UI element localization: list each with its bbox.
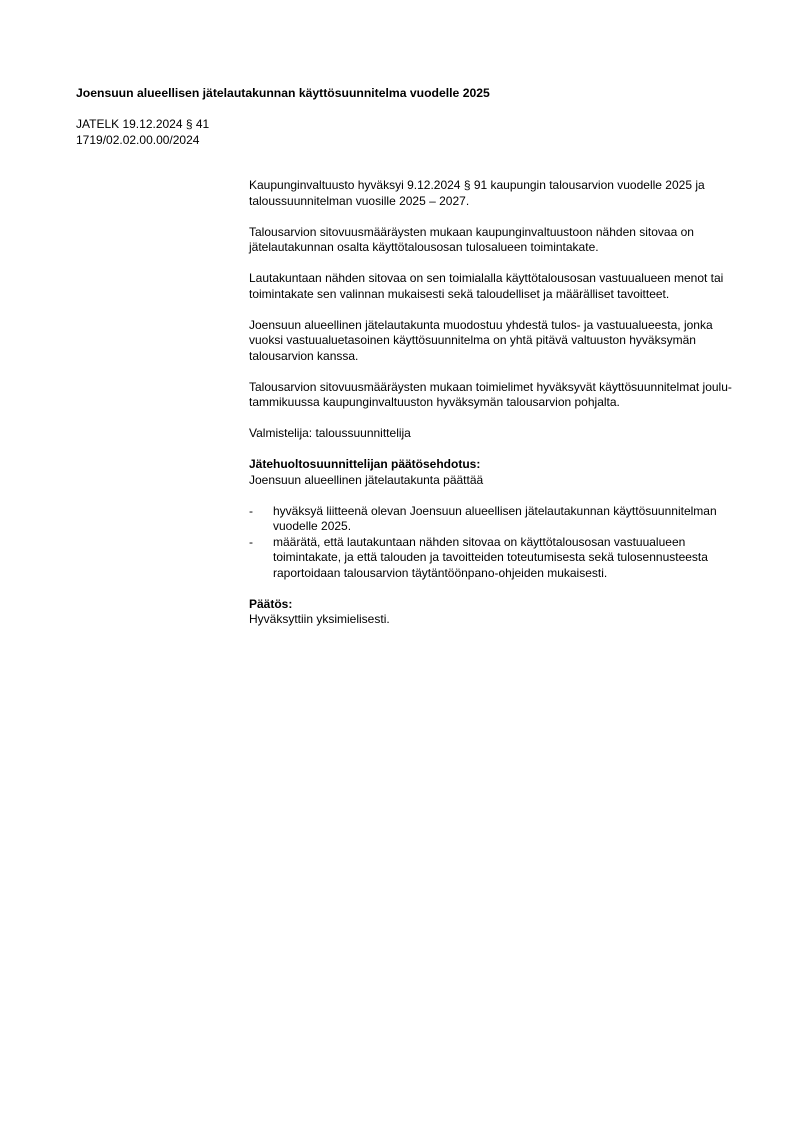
- list-item: [249, 504, 733, 535]
- list-dash: -: [249, 503, 253, 518]
- document-meta: [76, 117, 209, 148]
- proposal-intro: Joensuun alueellinen jätelautakunta päättää: [249, 472, 484, 487]
- document-title: Joensuun alueellisen jätelautakunnan käyttösuunnitelma vuodelle 2025: [76, 86, 490, 100]
- decision-heading: Päätös:: [249, 596, 293, 611]
- paragraph: Kaupunginvaltuusto hyväksyi 9.12.2024 § 91 kaupungin talousarvion vuodelle 2025 ja taloussuunnitelman vuosille 2025 – 2027.: [249, 178, 705, 208]
- proposal-heading: Jätehuoltosuunnittelijan päätösehdotus:: [249, 457, 481, 471]
- list-item-text: määrätä, että lautakuntaan nähden sitovaa on käyttötalousosan vastuualueen toimintakate, ja että talouden ja tavoitteiden toteutumisesta sekä tulosennusteesta raportoidaan talousarvion täytäntöönpano-ohjeiden mukaisesti.: [273, 534, 708, 580]
- list-item: [249, 535, 733, 582]
- paragraph: Talousarvion sitovuusmääräysten mukaan kaupunginvaltuustoon nähden sitovaa on jätelautakunnan osalta käyttötalousosan tulosalueen toimintakate.: [249, 224, 694, 254]
- document-body: [249, 178, 733, 628]
- meeting-reference: JATELK 19.12.2024 § 41: [76, 117, 210, 131]
- decision-text: Hyväksyttiin yksimielisesti.: [249, 612, 390, 626]
- list-dash: -: [249, 534, 253, 549]
- proposal-section: [249, 457, 733, 488]
- decision-section: [249, 597, 733, 628]
- paragraph: Lautakuntaan nähden sitovaa on sen toimialalla käyttötalousosan vastuualueen menot tai toimintakate sen valinnan mukaisesti sekä taloudelliset ja määrälliset tavoitteet.: [249, 271, 724, 301]
- preparer-line: Valmistelija: taloussuunnittelija: [249, 426, 411, 440]
- paragraph: Talousarvion sitovuusmääräysten mukaan toimielimet hyväksyvät käyttösuunnitelmat joulu-tammikuussa kaupunginvaltuuston hyväksymän talousarvion pohjalta.: [249, 379, 732, 409]
- proposal-list: [249, 504, 733, 582]
- list-item-text: hyväksyä liitteenä olevan Joensuun alueellisen jätelautakunnan käyttösuunnitelman vuodelle 2025.: [273, 503, 717, 533]
- paragraph: Joensuun alueellinen jätelautakunta muodostuu yhdestä tulos- ja vastuualueesta, jonka vuoksi vastuualuetasoinen käyttösuunnitelma on yhtä pitävä valtuuston hyväksymän talousarvion kanssa.: [249, 317, 713, 363]
- case-number: 1719/02.02.00.00/2024: [76, 132, 200, 147]
